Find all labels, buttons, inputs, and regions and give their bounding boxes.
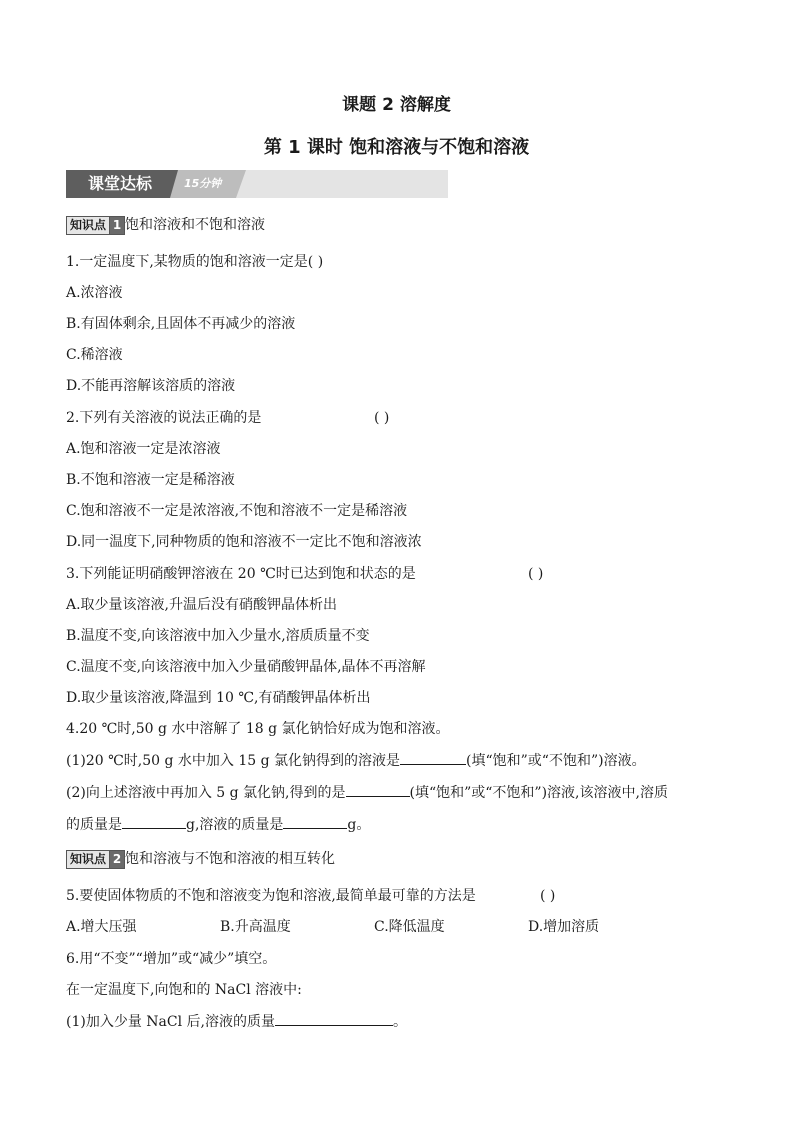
q5-option-c: C.降低温度: [374, 919, 445, 935]
knowledge-point-number: 1: [110, 216, 125, 235]
knowledge-point-tag: 知识点: [66, 850, 110, 869]
q4-blank-4[interactable]: [283, 814, 347, 829]
q6-intro: 在一定温度下,向饱和的 NaCl 溶液中:: [66, 982, 302, 998]
section-banner: [66, 170, 448, 198]
q6-part-1-text-b: 。: [392, 1014, 407, 1030]
q6-stem: 6.用“不变”“增加”或“减少”填空。: [66, 951, 277, 967]
knowledge-point-text: 饱和溶液和不饱和溶液: [125, 217, 266, 233]
q2-option-d: D.同一温度下,同种物质的饱和溶液不一定比不饱和溶液浓: [66, 534, 422, 550]
q4-part-1-text-b: (填“饱和”或“不饱和”)溶液。: [466, 753, 646, 769]
q4-blank-2[interactable]: [346, 782, 410, 797]
q6-part-1: [66, 1011, 407, 1032]
banner-title: 课堂达标: [87, 174, 152, 193]
knowledge-point-2: [66, 849, 335, 869]
q2-option-b: B.不饱和溶液一定是稀溶液: [66, 472, 235, 488]
q3-answer-paren: ( ): [528, 566, 544, 582]
q3-option-c: C.温度不变,向该溶液中加入少量硝酸钾晶体,晶体不再溶解: [66, 659, 426, 675]
q4-part-3-text-a: 的质量是: [66, 817, 122, 833]
q3-option-a: A.取少量该溶液,升温后没有硝酸钾晶体析出: [66, 597, 338, 613]
q5-option-d: D.增加溶质: [528, 919, 600, 935]
q1-stem: 1.一定温度下,某物质的饱和溶液一定是( ): [66, 254, 324, 270]
q2-answer-paren: ( ): [374, 410, 390, 426]
q1-option-c: C.稀溶液: [66, 347, 123, 363]
q4-blank-1[interactable]: [400, 750, 466, 765]
q6-part-1-text-a: (1)加入少量 NaCl 后,溶液的质量: [66, 1014, 275, 1030]
q4-part-3-text-c: g。: [347, 817, 371, 833]
q2-option-a: A.饱和溶液一定是浓溶液: [66, 441, 221, 457]
banner-time: 15分钟: [184, 177, 222, 190]
q4-part-2: [66, 782, 668, 803]
q4-part-3-text-b: g,溶液的质量是: [186, 817, 284, 833]
q4-stem: 4.20 ℃时,50 g 水中溶解了 18 g 氯化钠恰好成为饱和溶液。: [66, 721, 450, 737]
q3-option-d: D.取少量该溶液,降温到 10 ℃,有硝酸钾晶体析出: [66, 690, 371, 706]
knowledge-point-tag: 知识点: [66, 216, 110, 235]
q1-option-d: D.不能再溶解该溶质的溶液: [66, 378, 236, 394]
q1-option-a: A.浓溶液: [66, 285, 123, 301]
q4-part-2-cont: [66, 814, 370, 835]
q3-stem: 3.下列能证明硝酸钾溶液在 20 ℃时已达到饱和状态的是: [66, 566, 416, 582]
q6-blank-1[interactable]: [275, 1011, 393, 1026]
q3-option-b: B.温度不变,向该溶液中加入少量水,溶质质量不变: [66, 628, 370, 644]
q5-stem: 5.要使固体物质的不饱和溶液变为饱和溶液,最简单最可靠的方法是: [66, 888, 476, 904]
q2-option-c: C.饱和溶液不一定是浓溶液,不饱和溶液不一定是稀溶液: [66, 503, 408, 519]
knowledge-point-text: 饱和溶液与不饱和溶液的相互转化: [125, 851, 336, 867]
q4-part-1: [66, 750, 646, 771]
q4-part-2-text-a: (2)向上述溶液中再加入 5 g 氯化钠,得到的是: [66, 785, 346, 801]
lesson-title: 课题 2 溶解度: [342, 95, 451, 115]
q1-option-b: B.有固体剩余,且固体不再减少的溶液: [66, 316, 296, 332]
q4-blank-3[interactable]: [122, 814, 186, 829]
q5-option-b: B.升高温度: [220, 919, 291, 935]
q5-option-a: A.增大压强: [66, 919, 137, 935]
lesson-subtitle: 第 1 课时 饱和溶液与不饱和溶液: [263, 137, 530, 158]
q5-answer-paren: ( ): [540, 888, 556, 904]
knowledge-point-number: 2: [110, 850, 125, 869]
q4-part-2-text-b: (填“饱和”或“不饱和”)溶液,该溶液中,溶质: [409, 785, 668, 801]
q2-stem: 2.下列有关溶液的说法正确的是: [66, 410, 262, 426]
knowledge-point-1: [66, 215, 265, 235]
q4-part-1-text-a: (1)20 ℃时,50 g 水中加入 15 g 氯化钠得到的溶液是: [66, 753, 401, 769]
